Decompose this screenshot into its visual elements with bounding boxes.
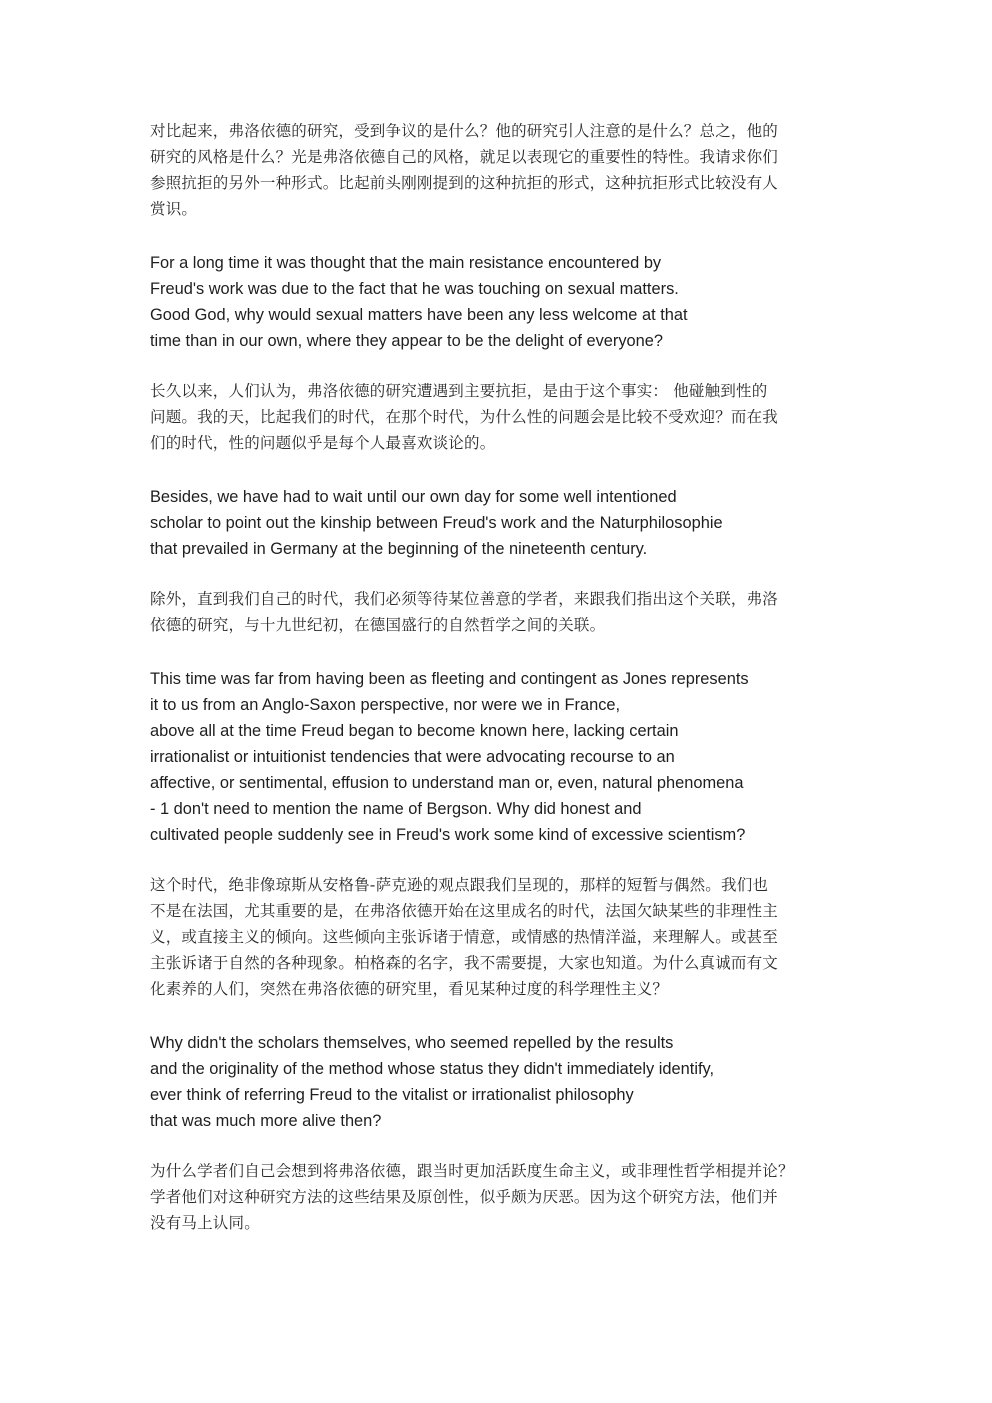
- text-line: 研究的风格是什么？光是弗洛依德自己的风格，就足以表现它的重要性的特性。我请求你们: [150, 148, 779, 166]
- text-line: cultivated people suddenly see in Freud's work some kind of excessive scientism?: [150, 826, 746, 844]
- text-line: 对比起来，弗洛依德的研究，受到争议的是什么？他的研究引人注意的是什么？总之，他的: [150, 122, 779, 140]
- text-line: 化素养的人们，突然在弗洛依德的研究里，看见某种过度的科学理性主义？: [150, 980, 669, 998]
- text-line: 参照抗拒的另外一种形式。比起前头刚刚提到的这种抗拒的形式，这种抗拒形式比较没有人: [150, 174, 779, 192]
- text-line: that was much more alive then?: [150, 1112, 382, 1130]
- text-line: 主张诉诸于自然的各种现象。柏格森的名字，我不需要提，大家也知道。为什么真诚而有文: [150, 954, 779, 972]
- text-line: scholar to point out the kinship between Freud's work and the Naturphilosophie: [150, 514, 723, 532]
- text-line: and the originality of the method whose status they didn't immediately identify,: [150, 1060, 715, 1078]
- text-line: 不是在法国，尤其重要的是，在弗洛依德开始在这里成名的时代，法国欠缺某些的非理性主: [150, 902, 779, 920]
- text-line: 除外，直到我们自己的时代，我们必须等待某位善意的学者，来跟我们指出这个关联，弗洛: [150, 590, 779, 608]
- text-line: Besides, we have had to wait until our own day for some well intentioned: [150, 488, 677, 506]
- text-line: 没有马上认同。: [150, 1214, 260, 1232]
- text-line: - 1 don't need to mention the name of Bergson. Why did honest and: [150, 800, 642, 818]
- text-line: 长久以来，人们认为，弗洛依德的研究遭遇到主要抗拒，是由于这个事实： 他碰触到性的: [150, 382, 768, 400]
- text-line: irrationalist or intuitionist tendencies that were advocating recourse to an: [150, 748, 675, 766]
- text-line: affective, or sentimental, effusion to understand man or, even, natural phenomena: [150, 774, 744, 792]
- text-line: ever think of referring Freud to the vitalist or irrationalist philosophy: [150, 1086, 634, 1104]
- text-line: it to us from an Anglo-Saxon perspective, nor were we in France,: [150, 696, 621, 714]
- text-line: 赏识。: [150, 200, 198, 218]
- text-line: 依德的研究，与十九世纪初，在德国盛行的自然哲学之间的关联。: [150, 616, 606, 634]
- text-line: Freud's work was due to the fact that he was touching on sexual matters.: [150, 280, 679, 298]
- text-line: Good God, why would sexual matters have been any less welcome at that: [150, 306, 688, 324]
- text-line: 这个时代，绝非像琼斯从安格鲁-萨克逊的观点跟我们呈现的，那样的短暂与偶然。我们也: [150, 876, 769, 894]
- text-line: time than in our own, where they appear to be the delight of everyone?: [150, 332, 663, 350]
- text-line: 义，或直接主义的倾向。这些倾向主张诉诸于情意，或情感的热情洋溢，来理解人。或甚至: [150, 928, 779, 946]
- text-line: 问题。我的天，比起我们的时代，在那个时代，为什么性的问题会是比较不受欢迎？而在我: [150, 408, 779, 426]
- text-line: 们的时代，性的问题似乎是每个人最喜欢谈论的。: [150, 434, 496, 452]
- text-line: This time was far from having been as fleeting and contingent as Jones represents: [150, 670, 749, 688]
- text-line: that prevailed in Germany at the beginning of the nineteenth century.: [150, 540, 648, 558]
- text-line: 为什么学者们自己会想到将弗洛依德，跟当时更加活跃度生命主义，或非理性哲学相提并论？: [150, 1162, 794, 1180]
- text-line: 学者他们对这种研究方法的这些结果及原创性，似乎颇为厌恶。因为这个研究方法，他们并: [150, 1188, 779, 1206]
- text-line: Why didn't the scholars themselves, who seemed repelled by the results: [150, 1034, 674, 1052]
- text-line: above all at the time Freud began to become known here, lacking certain: [150, 722, 679, 740]
- text-line: For a long time it was thought that the main resistance encountered by: [150, 254, 662, 272]
